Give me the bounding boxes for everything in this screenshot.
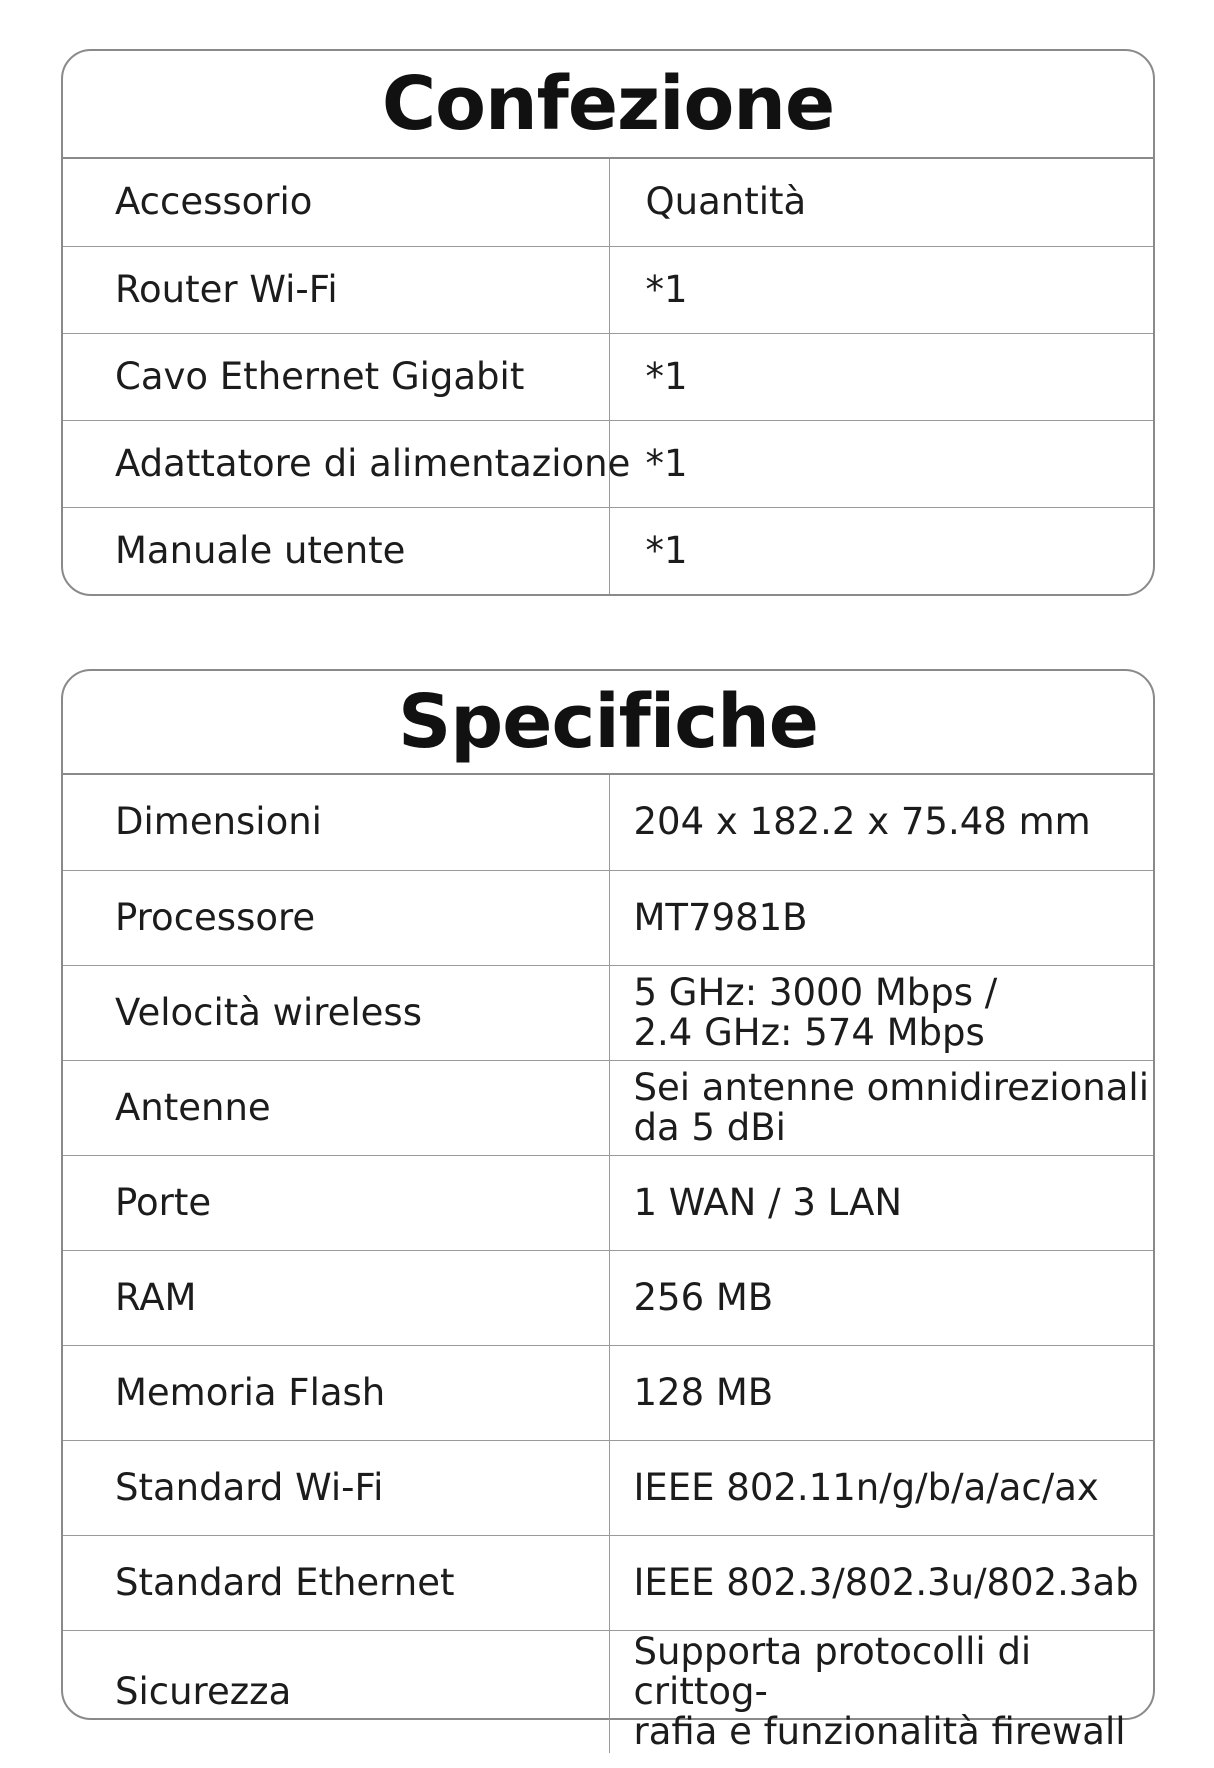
table-row bbox=[63, 775, 1153, 870]
spec-value-line: IEEE 802.11n/g/b/a/ac/ax bbox=[633, 1465, 1099, 1509]
item-quantity: *1 bbox=[609, 246, 1153, 333]
spec-value-line: 128 MB bbox=[633, 1370, 774, 1414]
spec-value-line: MT7981B bbox=[633, 895, 808, 939]
spec-value bbox=[609, 1060, 1153, 1155]
item-quantity: *1 bbox=[609, 420, 1153, 507]
spec-label: Standard Ethernet bbox=[63, 1535, 609, 1630]
spec-value-line: 1 WAN / 3 LAN bbox=[633, 1180, 903, 1224]
table-row bbox=[63, 965, 1153, 1060]
table-row bbox=[63, 507, 1153, 594]
table-row bbox=[63, 1535, 1153, 1630]
package-table bbox=[63, 159, 1153, 594]
item-name: Cavo Ethernet Gigabit bbox=[63, 333, 609, 420]
spec-label: Sicurezza bbox=[63, 1630, 609, 1753]
column-header-qty: Quantità bbox=[645, 180, 807, 224]
table-row bbox=[63, 1250, 1153, 1345]
spec-label: Standard Wi-Fi bbox=[63, 1440, 609, 1535]
table-row bbox=[63, 870, 1153, 965]
spec-value bbox=[609, 1440, 1153, 1535]
column-header-item: Accessorio bbox=[63, 159, 609, 246]
table-row bbox=[63, 333, 1153, 420]
table-row bbox=[63, 1440, 1153, 1535]
table-row bbox=[63, 1345, 1153, 1440]
specs-title: Specifiche bbox=[63, 671, 1153, 775]
item-name: Adattatore di alimentazione bbox=[63, 420, 609, 507]
spec-label: Processore bbox=[63, 870, 609, 965]
spec-value-line: rafia e funzionalità firewall bbox=[633, 1709, 1126, 1753]
spec-value bbox=[609, 1250, 1153, 1345]
spec-value bbox=[609, 1155, 1153, 1250]
spec-label: Porte bbox=[63, 1155, 609, 1250]
spec-value-line: Sei antenne omnidirezionali bbox=[633, 1065, 1149, 1109]
item-name: Manuale utente bbox=[63, 507, 609, 594]
spec-label: RAM bbox=[63, 1250, 609, 1345]
item-quantity: *1 bbox=[609, 333, 1153, 420]
package-contents-panel bbox=[61, 49, 1155, 596]
specifications-panel bbox=[61, 669, 1155, 1753]
table-row bbox=[63, 1630, 1153, 1753]
spec-value-line: Supporta protocolli di crittog- bbox=[633, 1629, 1032, 1713]
spec-value-line: 2.4 GHz: 574 Mbps bbox=[633, 1010, 985, 1054]
spec-value-line: 204 x 182.2 x 75.48 mm bbox=[633, 800, 1091, 844]
item-name: Router Wi-Fi bbox=[63, 246, 609, 333]
package-title: Confezione bbox=[63, 51, 1153, 159]
table-row bbox=[63, 420, 1153, 507]
table-row bbox=[63, 246, 1153, 333]
spec-value bbox=[609, 1345, 1153, 1440]
spec-value-line: 5 GHz: 3000 Mbps / bbox=[633, 970, 998, 1014]
spec-value bbox=[609, 870, 1153, 965]
spec-label: Dimensioni bbox=[63, 775, 609, 870]
table-row bbox=[63, 1155, 1153, 1250]
spec-value bbox=[609, 1535, 1153, 1630]
item-quantity: *1 bbox=[609, 507, 1153, 594]
spec-value-line: IEEE 802.3/802.3u/802.3ab bbox=[633, 1560, 1139, 1604]
spec-value-line: da 5 dBi bbox=[633, 1105, 786, 1149]
specs-table bbox=[63, 775, 1153, 1753]
spec-label: Antenne bbox=[63, 1060, 609, 1155]
spec-value bbox=[609, 965, 1153, 1060]
table-row bbox=[63, 1060, 1153, 1155]
table-header-row bbox=[63, 159, 1153, 246]
spec-label: Memoria Flash bbox=[63, 1345, 609, 1440]
spec-value-line: 256 MB bbox=[633, 1275, 774, 1319]
spec-value bbox=[609, 775, 1153, 870]
spec-value bbox=[609, 1630, 1153, 1753]
spec-label: Velocità wireless bbox=[63, 965, 609, 1060]
